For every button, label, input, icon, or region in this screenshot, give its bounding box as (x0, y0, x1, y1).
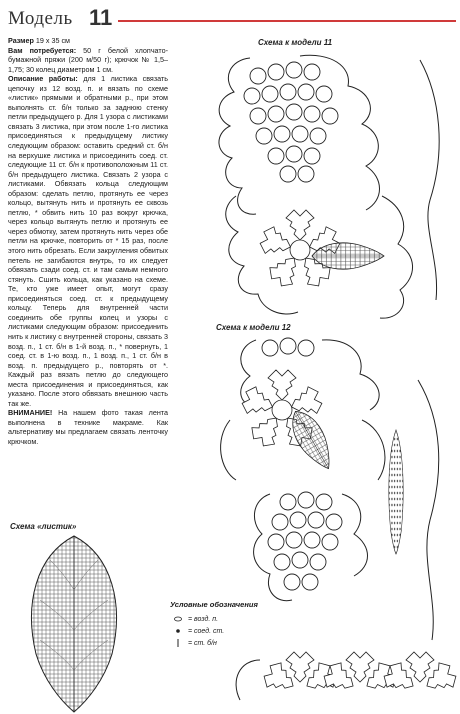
slip-stitch-icon (170, 628, 186, 634)
materials-label: Вам потребуется: (8, 45, 77, 55)
legend-label: = возд. п. (188, 615, 219, 623)
attention-text: На нашем фото такая лента выполнена в технике макраме. Как альтернативу мы предлагаем связать ленточку крючком. (8, 408, 168, 446)
attention-label: ВНИМАНИЕ! (8, 408, 53, 418)
model-word: Модель (8, 8, 73, 29)
caption-leaf: Схема «листик» (10, 522, 77, 531)
legend-item-slip (170, 625, 290, 637)
caption-model-11: Схема к модели 11 (258, 38, 333, 47)
chain-stitch-icon (170, 616, 186, 622)
single-crochet-icon (170, 638, 186, 648)
caption-model-12: Схема к модели 12 (216, 323, 291, 332)
diagram-leaf (32, 536, 117, 712)
legend-title: Условные обозначения (170, 600, 258, 609)
size-label: Размер (8, 36, 34, 45)
legend-item-single (170, 637, 290, 649)
diagram-model-11 (219, 55, 439, 318)
legend (170, 600, 290, 649)
materials-text: 50 г белой хлопчато-бумажной пряжи (200 м/50 г); крючок № 1,5–1,75; 30 колец диаметром 1 см. (8, 45, 169, 74)
legend-label: = ст. б/н (188, 639, 217, 647)
model-number: 11 (89, 5, 113, 30)
description-text: для 1 листика связать цепочку из 12 возд. п. и вязать по схеме «листик» прямыми и обратными р., при этом выполнять ст. б/н только за заднюю стенку петли предыдущего р. Для 1 узора с листиками связать 3 листика, при этом после 1-го листика присоединяться к предыдущему листику следующим образом: оставить средний ст. б/н на верхушке листика и присоединить соед. ст. следующие 11 ст. б/н к противоположным 11 ст. б/н предыдущего листика. Связать 2 узора с листиками. Обвязать кольца следующим образом: сделать петлю, протянуть ее через кольцо, вытянуть нить и протянуть ее сквозь петлю, * обвить нить 10 раз вокруг крючка, через кольцо вытянуть петлю и протянуть ее через обмотку, затем протянуть нить через обе петли на крючке, повторить от * 15 раз, после этого нить обрезать. Если закругления обвитых петель не загибаются внутрь, то их следует обвязать сзади соед. ст. и там самым немного стянуть. Сшить кольца, как указано на схеме. Те, кто уже имеет опыт, могут сразу присоединяться соед. ст. к предыдущему кольцу. Теперь для внутренней части соединить обе группы колец и узоры с листиками следующим образом: присоединить нить к листику с внутренней стороны, связать 3 возд. п., 1 ст. б/н в 1-й возд. п., * повернуть, 1 соед. ст. в 1-ю возд. п., 1 возд. п., 1 ст. б/н в возд. п. предыдущего р., повторять от *. Каждый раз вязать петлю до следующего места присоединения и присоединяться, как указано. После этого обвязать внешнюю часть так же. (8, 74, 168, 408)
description-label: Описание работы: (8, 74, 78, 84)
legend-item-chain (170, 613, 290, 625)
size-value: 19 х 35 см (35, 36, 70, 45)
legend-label: = соед. ст. (188, 627, 225, 635)
